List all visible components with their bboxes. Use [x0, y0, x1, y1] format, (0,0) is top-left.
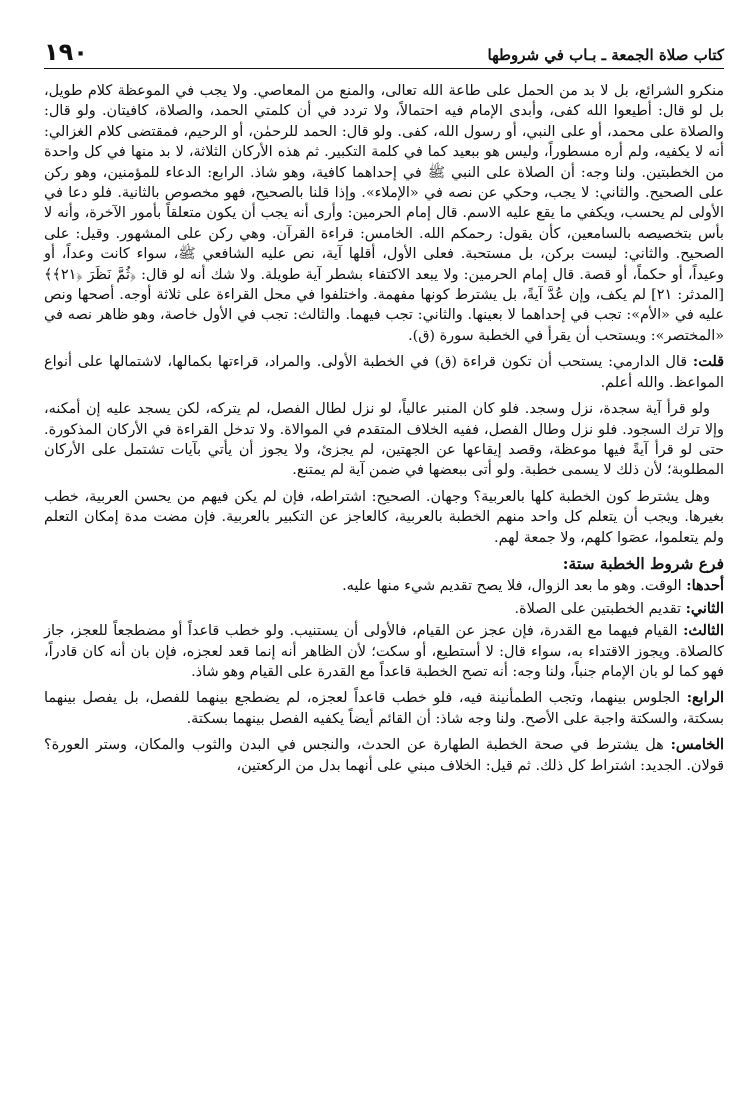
item-lead: أحدها:	[686, 577, 724, 595]
list-item	[44, 621, 724, 682]
paragraph-lead: قلت:	[692, 353, 724, 371]
page-header	[44, 0, 724, 69]
paragraph-text: منكرو الشرائع، بل لا بد من الحمل على طاعة الله تعالى، والمنع من المعاصي. ولا يجب في الموعظة كلام طويل، بل لو قال: أطيعوا الله كفى، وأبدى الإمام فيه احتمالاً، ولا تردد في أن كلمتي الحمد، والصلاة، كافيتان. ولو قال: والصلاة على محمد، أو على النبي، أو رسول الله، كفى. ولو قال: الحمد للرحمٰن، أو الرحيم، فمقتضى كلام الغزالي: أنه لا يكفيه، ولم أره مسطوراً، وليس هو ببعيد كما في كلمة التكبير. ثم هذه الأركان الثلاثة، لا بد منها في كل واحدة من الخطبتين. ولنا وجه: أن الصلاة على النبي ﷺ في إحداهما كافية، وهو شاذ. الرابع: الدعاء للمؤمنين، وهو ركن على الصحيح. والثاني: لا يجب، وحكي عن نصه في «الإملاء». وإذا قلنا بالصحيح، فهو مخصوص بالثانية. فلو دعا في الأولى لم يحسب، ويكفي ما يقع عليه الاسم. قال إمام الحرمين: وأرى أنه يجب أن يكون متعلقاً بأمور الآخرة، وأنه لا بأس بتخصيصه بالسامعين، كأن يقول: رحمكم الله. الخامس: قراءة القرآن. وهي ركن على المشهور. وقيل: على الصحيح. والثاني: ليست بركن، بل مستحبة. فعلى الأول، أقلها آية، نص عليه الشافعي ﷺ، سواء كانت وعداً، أو وعيداً، أو حكماً، أو قصة. قال إمام الحرمين: ولا يبعد الاكتفاء بشطر آية طويلة. ولا شك أنه لو قال: ﴿ثُمَّ نَظَرَ ﴿٢١﴾﴾ [المدثر: ٢١] لم يكف، وإن عُدَّ آيةً، بل يشترط كونها مفهمة. واختلفوا في محل القراءة على ثلاثة أوجه. أصحها ونص عليه في «الأم»: تجب في إحداهما لا بعينها. والثاني: تجب فيهما. والثالث: تجب في الأول خاصة، وهو ظاهر نصه في «المختصر»: ويستحب أن يقرأ في الخطبة سورة (ق).	[44, 83, 724, 344]
item-text: تقديم الخطبتين على الصلاة.	[514, 600, 686, 617]
list-item	[44, 688, 724, 729]
item-lead: الخامس:	[670, 736, 724, 754]
paragraph	[44, 399, 724, 481]
item-lead: الرابع:	[686, 689, 724, 707]
list-item	[44, 735, 724, 776]
item-text: القيام فيهما مع القدرة، فإن عجز عن القيام، فالأولى أن يستنيب. ولو خطب قاعداً أو مضطجعاً للعجز، جاز كالصلاة. ويجوز الاقتداء به، سواء قال: لا أستطيع، أو سكت؛ لأن الظاهر أنه إنما قعد لعجزه، فإن بان أنه كان قادراً، فهو كما لو بان الإمام جنباً، ولنا وجه: أنه تصح الخطبة قاعداً مع القدرة على القيام وهو شاذ.	[44, 623, 724, 680]
paragraph-text: ولو قرأ آية سجدة، نزل وسجد. فلو كان المنبر عالياً، لو نزل لطال الفصل، لم يتركه، لكن يسجد عليه إن أمكنه، وإلا ترك السجود. فلو نزل وطال الفصل، ففيه الخلاف المتقدم في الموالاة. ولا تدخل القراءة في الأركان المذكورة. حتى لو قرأ آيةً فيها موعظة، وقصد إيقاعها عن الجهتين، لم يجزئ، ولا يجوز أن يأتي بآيات تشتمل على الأركان المطلوبة؛ لأن ذلك لا يسمى خطبة. ولو أتى ببعضها في ضمن آية لم يمتنع.	[44, 401, 724, 479]
item-lead: الثاني:	[685, 599, 724, 617]
paragraph	[44, 487, 724, 548]
paragraph-text: وهل يشترط كون الخطبة كلها بالعربية؟ وجهان. الصحيح: اشتراطه، فإن لم يكن فيهم من يحسن العربية، خطب بغيرها. ويجب أن يتعلم كل واحد منهم الخطبة بالعربية، كالعاجز عن التكبير بالعربية. فإن مضت مدة إمكان التعلم ولم يتعلموا، عصَوا كلهم، ولا جمعة لهم.	[44, 488, 724, 546]
page-body	[44, 69, 724, 776]
item-lead: الثالث:	[683, 622, 724, 640]
list-item	[44, 599, 724, 619]
paragraph-text: قال الدارمي: يستحب أن تكون قراءة (ق) في الخطبة الأولى. والمراد، قراءتها بكمالها، لاشتمالها على أنواع المواعظ. والله أعلم.	[44, 354, 724, 391]
list-item	[44, 576, 724, 596]
paragraph	[44, 352, 724, 393]
page-number: ١٩٠	[44, 38, 88, 66]
paragraph	[44, 81, 724, 346]
running-title: كتاب صلاة الجمعة ـ بـاب في شروطها	[487, 46, 724, 64]
item-text: الجلوس بينهما، وتجب الطمأنينة فيه، فلو خطب قاعداً لعجزه، لم يضطجع بينهما للفصل، بل يفصل بينهما بسكتة، والسكتة واجبة على الأصح. ولنا وجه شاذ: أن القائم أيضاً يكفيه الفصل بينهما بسكتة.	[44, 690, 724, 727]
section-heading: فرع شروط الخطبة ستة:	[562, 553, 724, 573]
item-text: هل يشترط في صحة الخطبة الطهارة عن الحدث، والنجس في البدن والثوب والمكان، وستر العورة؟ قولان. الجديد: اشتراط كل ذلك. ثم قيل: الخلاف مبني على أنهما بدل من الركعتين،	[44, 737, 724, 774]
item-text: الوقت. وهو ما بعد الزوال، فلا يصح تقديم شيء منها عليه.	[342, 578, 687, 595]
